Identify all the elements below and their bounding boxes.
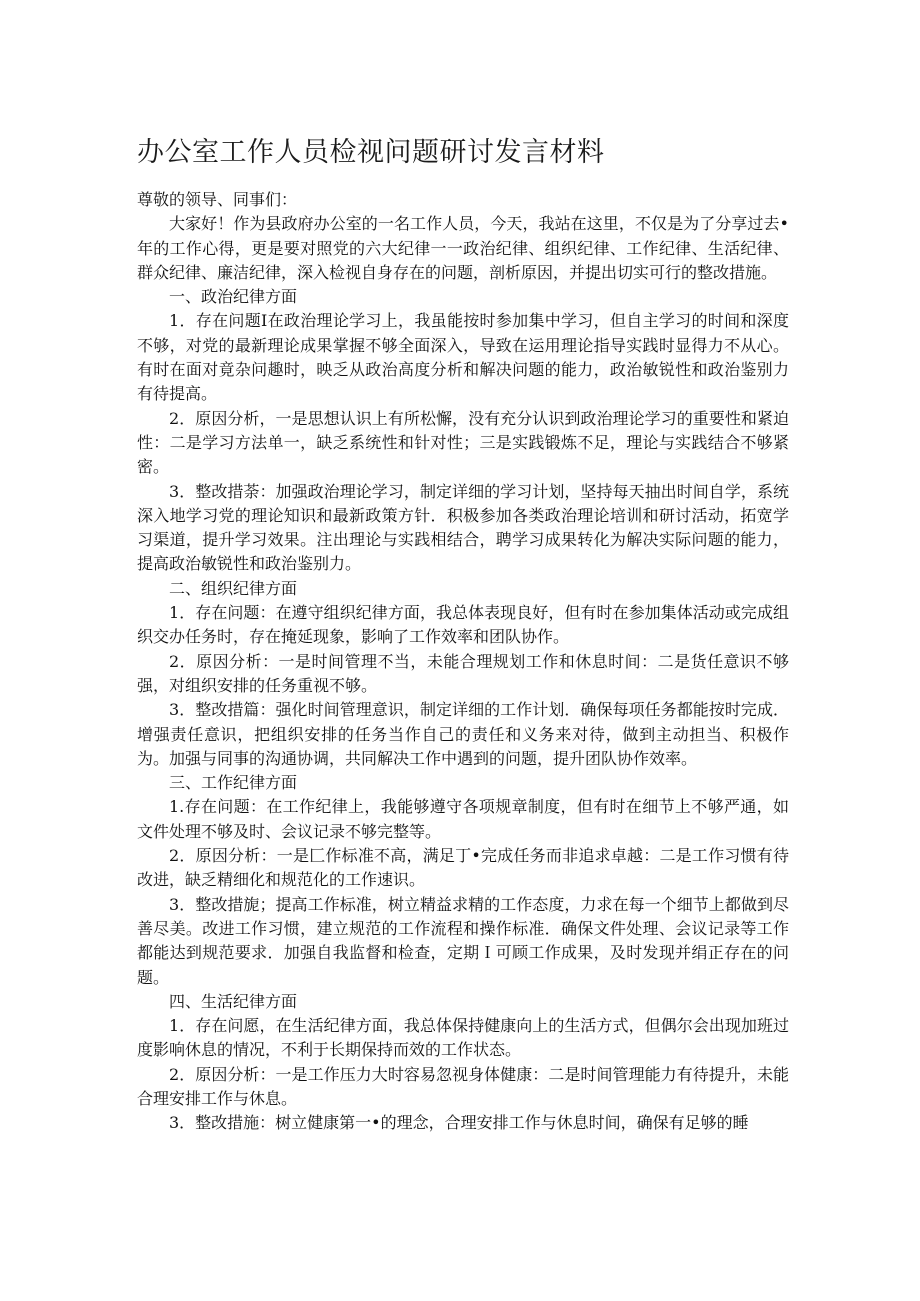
document-body — [137, 188, 789, 1136]
section-heading-life: 四、生活纪律方面 — [169, 991, 298, 1011]
section-heading-organizational: 二、组织纪律方面 — [169, 578, 298, 598]
paragraph-life-measures: 3．整改措施：树立健康第一•的理念，合理安排工作与休息时间，确保有足够的睡 — [169, 1113, 749, 1133]
paragraph-political-cause: 2．原因分析，一是思想认识上有所松懈，没有充分认识到政治理论学习的重要性和紧迫性：二是学习方法单一，缺乏系统性和针对性；三是实践锻炼不足，理论与实践结合不够紧密。 — [137, 408, 789, 477]
salutation: 尊敬的领导、同事们： — [137, 190, 298, 209]
paragraph-political-problem: 1．存在问题Ⅰ在政治理论学习上，我虽能按时参加集中学习，但自主学习的时间和深度不够，对党的最新理论成果掌握不够全面深入，导致在运用理论指导实践时显得力不从心。有时在面对竟杂问趣时，映乏从政治高度分析和解决问题的能力，政治敏锐性和政治鉴别力有待提高。 — [137, 311, 789, 404]
paragraph-organizational-problem: 1．存在问题：在遵守组织纪律方面，我总体表现良好，但有时在参加集体活动或完成组织交办任务时，存在掩延现象，影响了工作效率和团队协作。 — [137, 603, 789, 647]
paragraph-organizational-cause: 2．原因分析：一是时间管理不当，未能合理规划工作和休息时间：二是货任意识不够强，对组织安排的任务重视不够。 — [137, 651, 789, 695]
section-heading-political: 一、政治纪律方面 — [169, 287, 298, 307]
paragraph-work-cause: 2．原因分析：一是匚作标准不高，满足丁•完成任务而非追求卓越：二是工作习惯有待改进，缺乏精细化和规范化的工作速识。 — [137, 846, 789, 890]
section-heading-work: 三、工作纪律方面 — [169, 773, 298, 793]
paragraph-political-measures: 3．整改措荼：加强政治理论学习，制定详细的学习计划，坚持每天抽出时间自学，系统深入地学习党的理论知识和最新政策方针．积极参加各类政治理论培训和研讨活动，拓宽学习渠道，提升学习效果。注出理论与实践相结合，聘学习成果转化为解决实际问题的能力，提高政治敏锐性和政治鉴别力。 — [137, 481, 789, 574]
paragraph-organizational-measures: 3．整改措篇：强化时间管理意识，制定详细的工作计划．确保每项任务都能按时完成．增强责任意识，把组织安排的任务当作自己的责任和义务来对待，做到主动担当、积极作为。加强与同事的沟通协调，共同解决工作中遇到的问题，提升团队协作效率。 — [137, 700, 789, 768]
intro-paragraph: 大家好！作为县政府办公室的一名工作人员，今天，我站在这里，不仅是为了分享过去•年的工作心得，更是要对照党的六大纪律一一政治纪律、组织纪律、工作纪律、生活纪律、群众纪律、廉洁纪律，深入检视自身存在的问题，剖析原因，并提出切实可行的整改措施。 — [137, 214, 789, 282]
paragraph-life-cause: 2．原因分析：一是工作压力大时容易忽视身体健康：二是时间管理能力有待提升，未能合理安排工作与休息。 — [137, 1064, 789, 1108]
paragraph-work-measures: 3．整改措旎；提高工作标准，树立精益求精的工作态度，力求在每一个细节上都做到尽善尽美。改进工作习惯，建立规范的工作流程和操作标准．确保文件处理、会议记录等工作都能达到规范要求．加强自我监督和检查，定期Ｉ可顾工作成果，及时发现并绢正存在的问题。 — [137, 894, 789, 987]
paragraph-life-problem: 1．存在问愿，在生活纪律方面，我总体保持健康向上的生活方式，但偶尔会出现加班过度影响休息的情况，不利于长期保持而效的工作状态。 — [137, 1016, 789, 1060]
paragraph-work-problem: 1.存在问题：在工作纪律上，我能够遵守各项规章制度，但有时在细节上不够严通，如文件处理不够及时、会议记录不够完整等。 — [137, 797, 789, 841]
document-title: 办公室工作人员检视问题研讨发言材料 — [137, 137, 605, 168]
